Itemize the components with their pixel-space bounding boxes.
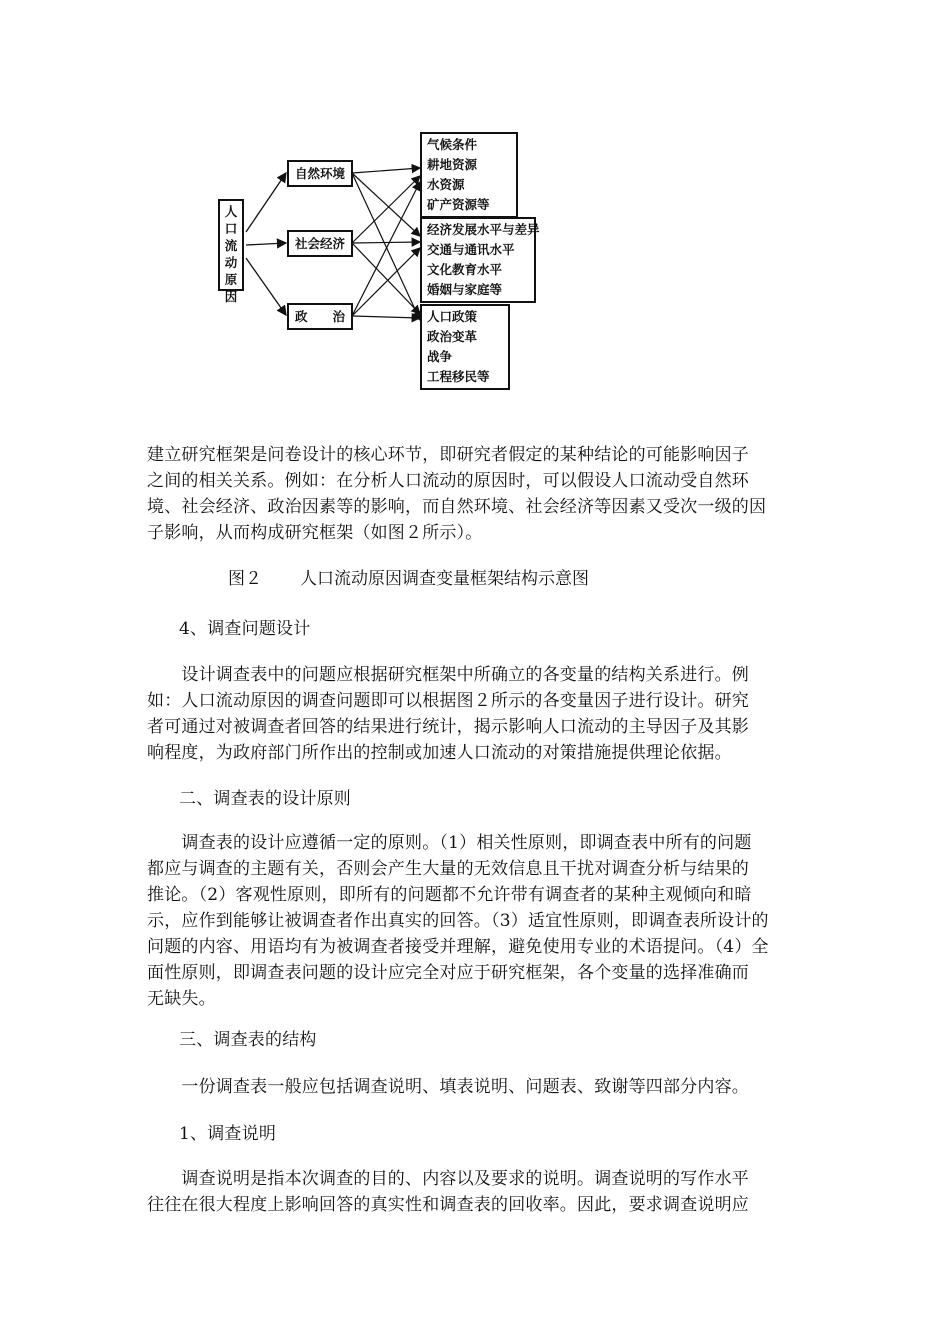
subfactor-item: 经济发展水平与差异 xyxy=(427,222,540,237)
text-line: 之间的相关关系。例如：在分析人口流动的原因时，可以假设人口流动受自然环 xyxy=(147,471,749,491)
paragraph-survey-description xyxy=(147,1166,807,1218)
subfactor-item: 婚姻与家庭等 xyxy=(427,282,503,297)
figure-number: 图２ xyxy=(228,569,262,589)
subfactor-box-social-economic xyxy=(420,217,540,303)
factor-box-natural xyxy=(287,160,353,187)
figure-title: 人口流动原因调查变量框架结构示意图 xyxy=(300,569,589,589)
root-char: 动 xyxy=(224,255,238,270)
paragraph-design-principles xyxy=(147,830,807,1012)
subfactor-box-political xyxy=(420,304,510,390)
text-line: 示，应作到能够让被调查者作出真实的回答。（3）适宜性原则，即调查表所设计的 xyxy=(147,911,769,931)
section-heading-question-design: 4、调查问题设计 xyxy=(179,619,311,639)
text-line: 往往在很大程度上影响回答的真实性和调查表的回收率。因此，要求调查说明应 xyxy=(147,1195,749,1215)
root-char: 因 xyxy=(224,289,238,304)
paragraph-research-framework xyxy=(147,442,807,546)
text-line: 推论。（2）客观性原则，即所有的问题都不允许带有调查者的某种主观倾向和暗 xyxy=(147,885,752,905)
root-char: 口 xyxy=(224,221,238,236)
subfactor-item: 水资源 xyxy=(427,177,465,192)
section-heading-survey-description: 1、调查说明 xyxy=(179,1124,277,1144)
text-line: 面性原则，即调查表问题的设计应完全对应于研究框架，各个变量的选择准确而 xyxy=(147,963,749,983)
subfactor-item: 政治变革 xyxy=(427,329,478,344)
factor-box-political xyxy=(287,303,353,330)
text-line: 调查说明是指本次调查的目的、内容以及要求的说明。调查说明的写作水平 xyxy=(147,1169,749,1189)
figure-caption xyxy=(228,566,589,592)
text-line: 建立研究框架是问卷设计的核心环节，即研究者假定的某种结论的可能影响因子 xyxy=(147,445,749,465)
factor-label: 自然环境 xyxy=(295,166,346,181)
text-line: 无缺失。 xyxy=(147,989,216,1009)
subfactor-item: 人口政策 xyxy=(427,309,478,324)
subfactor-box-natural xyxy=(420,132,518,218)
subfactor-item: 交通与通讯水平 xyxy=(427,242,515,257)
paragraph-structure xyxy=(147,1074,807,1100)
root-box-population-migration-cause xyxy=(218,199,244,304)
paragraph-question-design xyxy=(147,662,807,766)
subfactor-item: 文化教育水平 xyxy=(427,262,503,277)
text-line: 设计调查表中的问题应根据研究框架中所确立的各变量的结构关系进行。例 xyxy=(147,665,749,685)
text-line: 如：人口流动原因的调查问题即可以根据图２所示的各变量因子进行设计。研究 xyxy=(147,691,749,711)
factor-label: 政 治 xyxy=(295,309,346,324)
text-line: 都应与调查的主题有关，否则会产生大量的无效信息且干扰对调查分析与结果的 xyxy=(147,859,749,879)
section-heading-design-principles: 二、调查表的设计原则 xyxy=(179,789,351,809)
section-heading-structure: 三、调查表的结构 xyxy=(179,1030,317,1050)
text-line: 子影响，从而构成研究框架（如图２所示）。 xyxy=(147,523,483,543)
factor-label: 社会经济 xyxy=(295,236,346,251)
text-line: 者可通过对被调查者回答的结果进行统计，揭示影响人口流动的主导因子及其影 xyxy=(147,717,749,737)
subfactor-item: 矿产资源等 xyxy=(427,197,490,212)
subfactor-item: 工程移民等 xyxy=(427,369,490,384)
subfactor-item: 气候条件 xyxy=(427,137,478,152)
text-line: 响程度，为政府部门所作出的控制或加速人口流动的对策措施提供理论依据。 xyxy=(147,743,732,763)
text-line: 一份调查表一般应包括调查说明、填表说明、问题表、致谢等四部分内容。 xyxy=(147,1077,749,1097)
text-line: 调查表的设计应遵循一定的原则。（1）相关性原则，即调查表中所有的问题 xyxy=(147,833,752,853)
root-char: 人 xyxy=(224,204,238,219)
text-line: 境、社会经济、政治因素等的影响，而自然环境、社会经济等因素又受次一级的因 xyxy=(147,497,767,517)
text-line: 问题的内容、用语均有为被调查者接受并理解，避免使用专业的术语提问。（4）全 xyxy=(147,937,769,957)
subfactor-item: 耕地资源 xyxy=(427,157,478,172)
framework-diagram xyxy=(212,128,542,384)
subfactor-item: 战争 xyxy=(427,349,453,364)
root-char: 原 xyxy=(224,272,238,287)
factor-box-social-economic xyxy=(287,230,353,257)
root-char: 流 xyxy=(224,238,238,253)
